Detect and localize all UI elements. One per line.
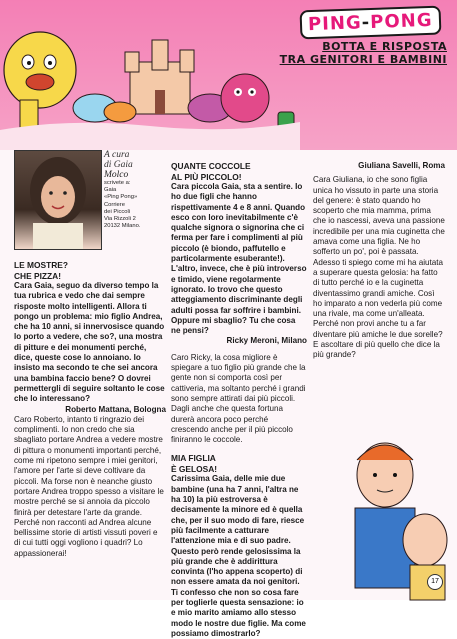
letter3-body: Carissima Gaia, delle mie due bambine (una ha 7 anni, l'altra ne ha 10) la più estroversa è decisamente la minore ed è quella che, per il suo modo di fare, riesce più facilmente a catturare l'attenzione mia e di suo padre. Questo però rende gelosissima la più grande che è addirittura convinta (l'ho appena scoperto) di non essere amata da noi genitori. Ti confesso che non so cosa fare per toglierle questa sensazione: io e mio marito amiamo allo stesso modo le nostre due figlie. Ma come possiamo dimostrarlo? — [171, 474, 306, 638]
logo-pong: PONG — [369, 9, 433, 33]
sand-castle-illustration — [125, 40, 194, 114]
letter1-signature: Roberto Mattana, Bologna — [65, 404, 166, 414]
editor-name: Molco — [104, 170, 129, 180]
column-3 — [313, 161, 445, 361]
editor-address-6: 20132 Milano. — [104, 223, 141, 230]
letter1-reply: Caro Roberto, intanto ti ringrazio dei complimenti. Io non credo che sia sbagliato portare Andrea a vedere mostre di pittura o monumenti importanti perché, come mi ripetono sempre i miei genitori, l'amore per l'arte si deve coltivare da piccoli. Ma forse non è neanche giusto portare Andrea troppo spesso a visitare le mostre perché se si annoia da piccolo finirà per detestare l'arte da grande. Perché non racconti ad Andrea alcune bellissime storie di artisti vissuti poveri e di cui tutti oggi vogliono i quadri? Lo appassionerai! — [14, 414, 164, 558]
letter3-heading-1: MIA FIGLIA — [171, 453, 216, 464]
logo-ping: PING — [307, 12, 363, 36]
logo-dash: - — [361, 12, 371, 34]
letter2-heading-2: AL PIÙ PICCOLO! — [171, 171, 242, 182]
header-illustration — [0, 0, 300, 150]
letter2-reply: Caro Ricky, la cosa migliore è spiegare a tuo figlio più grande che la gente non si comporta così per cattiveria, ma soltanto perché i grandi sono sempre attirati dai più piccoli. Dagli anche che questa fortuna durerà ancora poco perché crescendo anche per il più piccolo finiranno le coccole. — [171, 352, 306, 445]
letter3-heading-2: È GELOSA! — [171, 463, 218, 474]
editor-address-0: scrivete a: — [104, 180, 131, 186]
yellow-bear-illustration — [4, 32, 76, 130]
editor-address-2: «Ping Pong» — [104, 194, 138, 201]
editor-address-1: Gaia — [104, 187, 117, 194]
letter3-reply: Cara Giuliana, io che sono figlia unica ho vissuto in parte una storia del genere: è stato quando ho scoperto che mia mamma, prima che io nascessi, aveva una passione incredibile per una mia cuginetta che amava come una figlia. Ne ho sofferto un po', poi è passata. Adesso ti spiego come mi ha aiutata a superare questa gelosia: ha fatto di tutto perché io e la cuginetta diventassimo grandi amiche. Così ho imparato a non vederla più come una rivale, ma come un'alleata. Perché non provi anche tu a far diventare più amiche le due sorelle? E ascoltare di più quello che dice la più grande? — [313, 175, 445, 360]
letter2-signature: Ricky Meroni, Milano — [226, 336, 307, 346]
editor-address-4: dei Piccoli — [104, 208, 131, 215]
letter1-heading-1: LE MOSTRE? — [14, 260, 68, 270]
subtitle-line-2: TRA GENITORI E BAMBINI — [279, 53, 447, 66]
column-1 — [14, 260, 166, 559]
editor-a-cura: A cura — [104, 150, 130, 160]
editor-box — [104, 150, 162, 230]
column-2 — [171, 161, 307, 639]
editor-address-5: Via Rizzoli 2 — [104, 216, 136, 223]
children-illustration — [325, 420, 455, 600]
editor-photo — [14, 150, 102, 250]
letter1-body: Cara Gaia, seguo da diverso tempo la tua rubrica e vedo che dai sempre risposte molto intelligenti. Allora ti pongo un problema: mio figlio Andrea, che ha 10 anni, si innervosisce quando lo porto a vedere, che so?, una mostra di pitture e dei monumenti perché, dice, queste cose lo annoiano. Io insisto ma secondo te che sei ancora una bambina faccio bene? O dovrei permettergli di seguire soltanto le cose che lo interessano? — [14, 281, 165, 404]
editor-di: di Gaia — [104, 160, 133, 170]
header-subtitle — [247, 40, 447, 66]
letter2-body: Cara piccola Gaia, sta a sentire. Io ho due figli che hanno rispettivamente 4 e 8 anni. Quando esco con loro inevitabilmente c'è qualche signora o signorina che ci ferma per fare i complimenti al più piccolo (è biondo, paffutello e particolarmente esuberante!). L'altro, invece, che è più introverso e timido, viene regolarmente ignorato. Io trovo che questo atteggiamento discriminante degli adulti possa far soffrire i bambini. Oppure mi sbaglio? Tu che cosa ne pensi? — [171, 182, 307, 336]
editor-address-3: Corriere — [104, 201, 125, 208]
letter2-heading-1: QUANTE COCCOLE — [171, 161, 251, 171]
ping-pong-logo — [300, 6, 441, 40]
letter1-heading-2: CHE PIZZA! — [14, 270, 61, 281]
subtitle-line-1: BOTTA E RISPOSTA — [322, 40, 447, 53]
letter3-signature: Giuliana Savelli, Roma — [358, 161, 445, 170]
page-number: 17 — [427, 574, 443, 590]
